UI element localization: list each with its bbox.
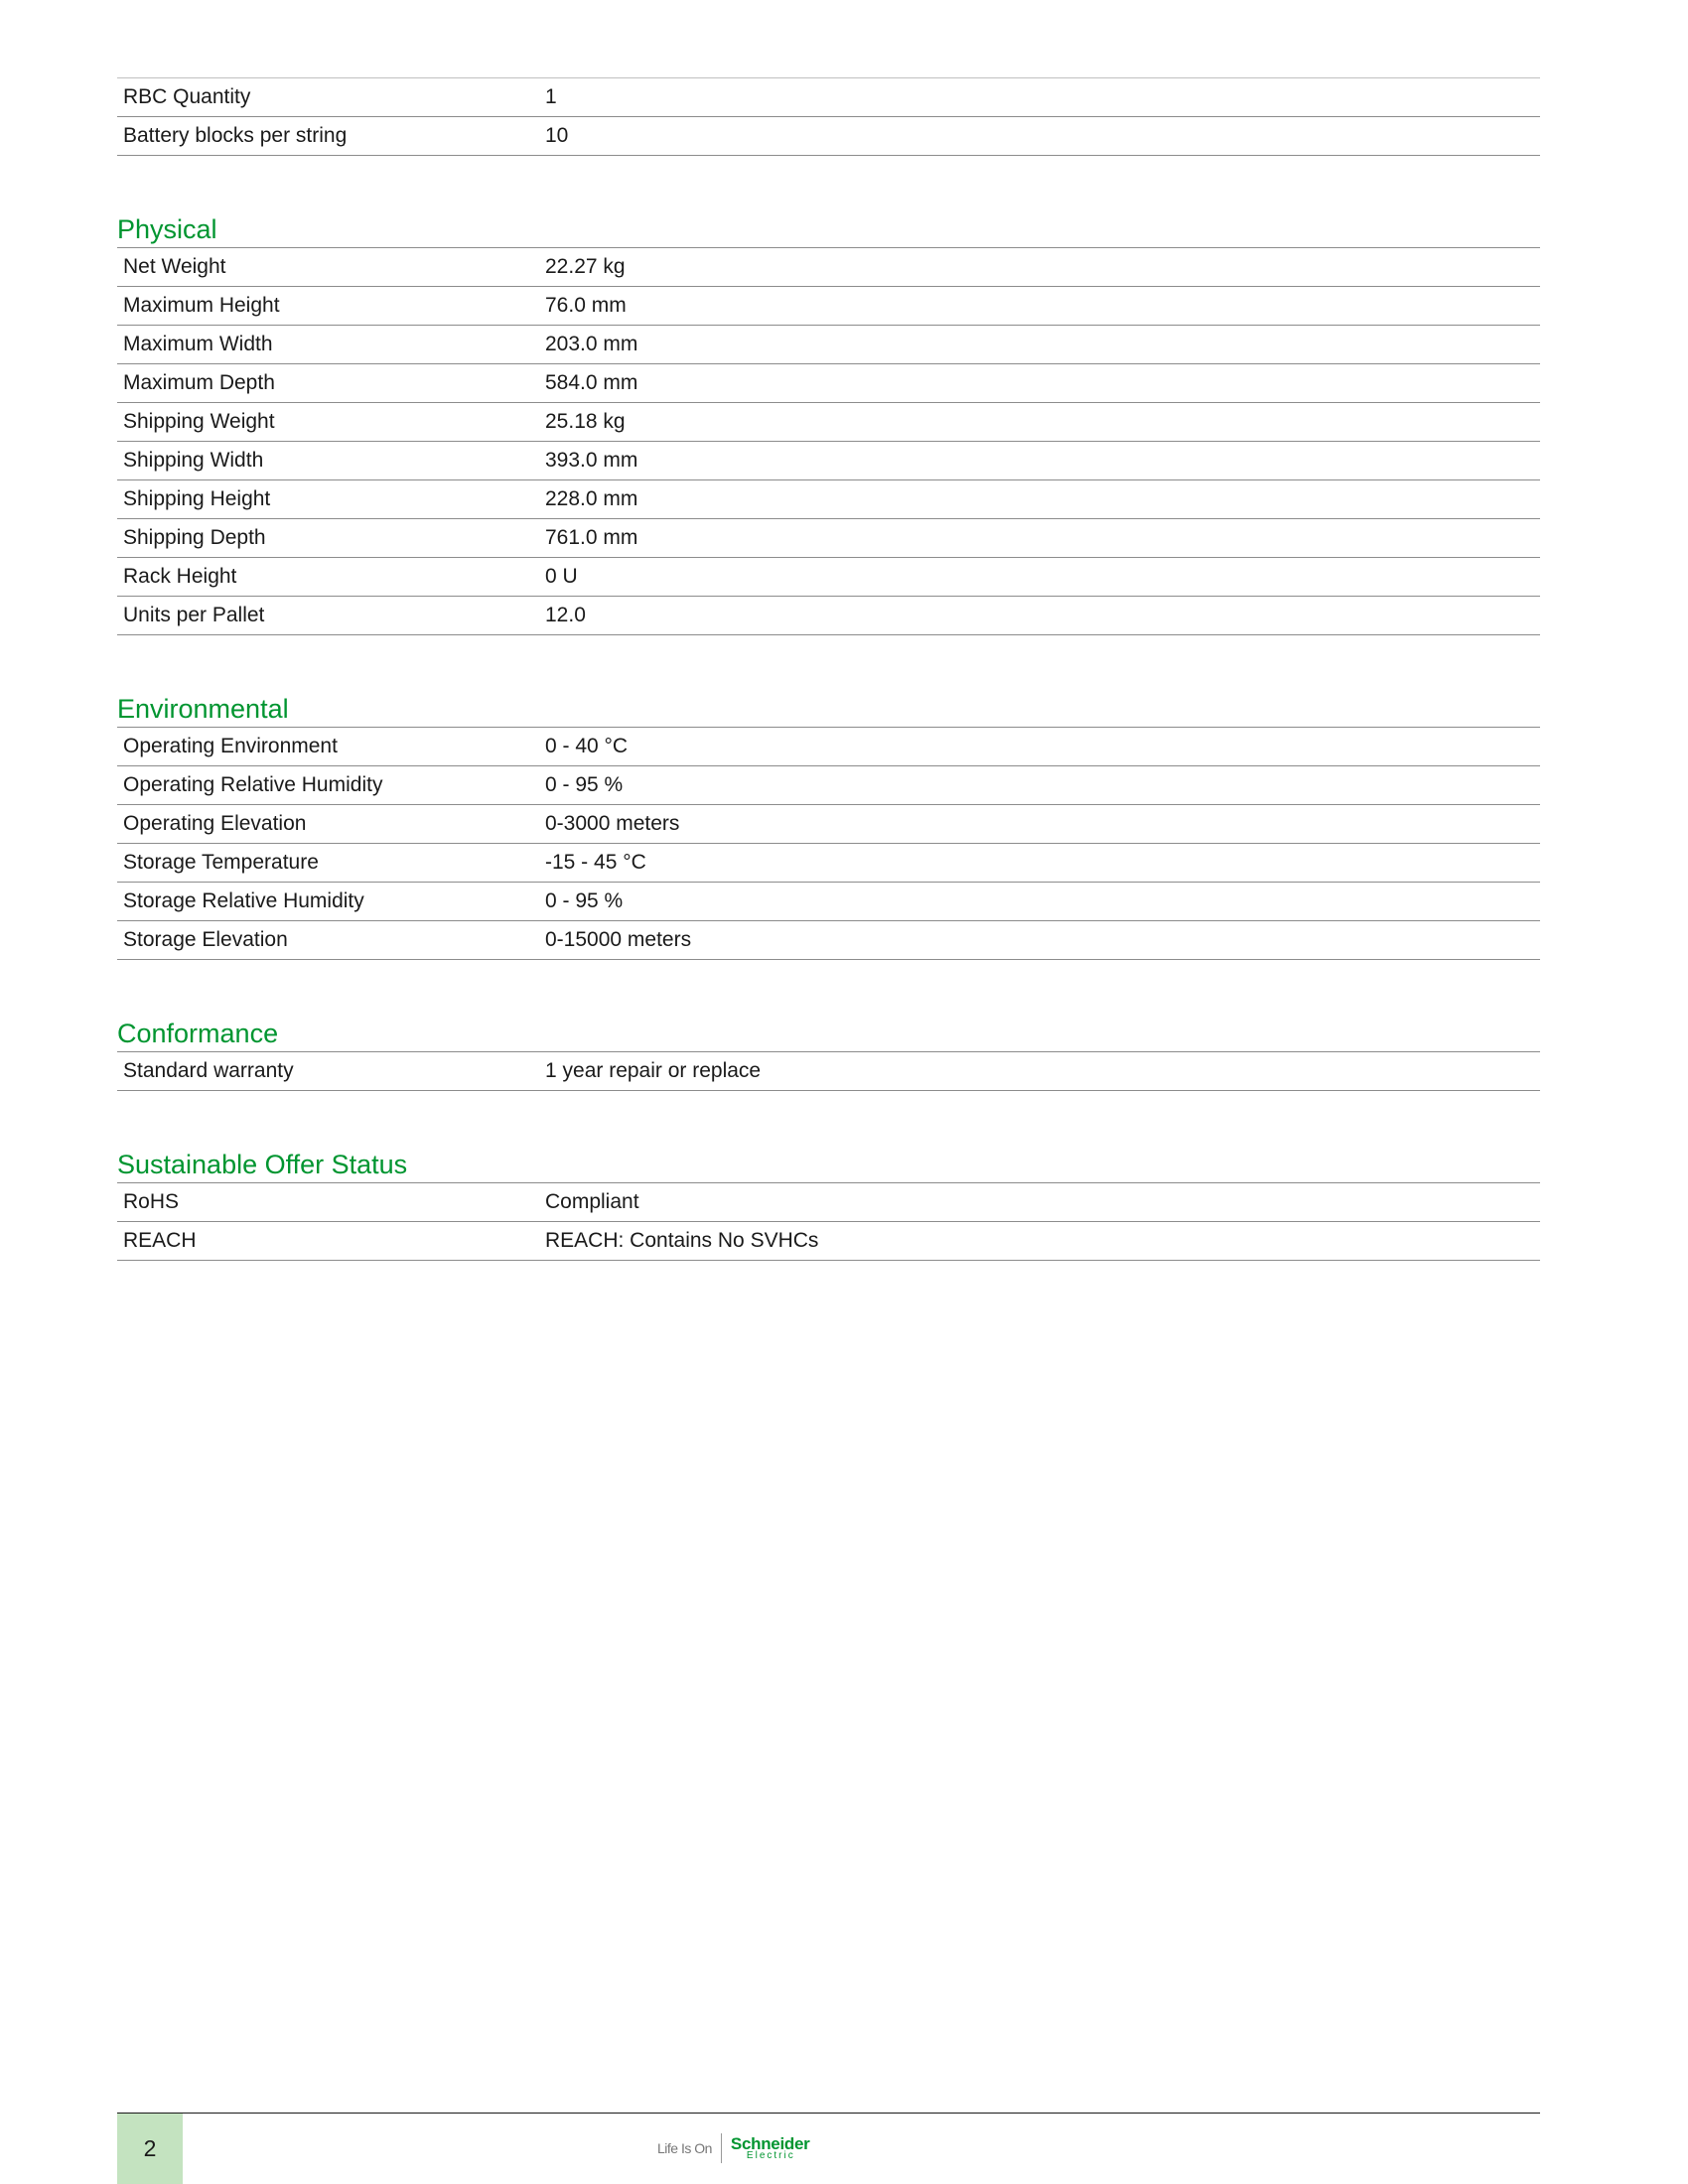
table-row [117,883,1540,921]
brand-sub: Electric [746,2150,795,2161]
spec-label: Shipping Height [123,487,271,510]
spec-value: 0 - 95 % [545,889,624,912]
spec-label: RBC Quantity [123,85,251,108]
table-row [117,78,1540,117]
spec-table-battery [117,77,1540,156]
section-sustainable-offer-status [117,1149,1540,1261]
spec-value: 584.0 mm [545,371,638,394]
spec-sheet-content [117,77,1540,1318]
table-row [117,480,1540,519]
spec-value: 22.27 kg [545,255,626,278]
spec-label: Shipping Width [123,449,264,472]
spec-value: Compliant [545,1190,639,1213]
spec-value: 0-15000 meters [545,928,692,951]
spec-table-environmental [117,727,1540,960]
spec-value: 76.0 mm [545,294,627,317]
spec-value: 761.0 mm [545,526,638,549]
spec-label: Rack Height [123,565,237,588]
spec-value: -15 - 45 °C [545,851,646,874]
spec-value: 0 U [545,565,578,588]
spec-label: REACH [123,1229,197,1252]
spec-label: Net Weight [123,255,226,278]
life-is-on-tagline: Life Is On [657,2140,712,2156]
spec-value: 0 - 40 °C [545,735,629,757]
spec-table-sustainable-offer-status [117,1182,1540,1261]
spec-value: 10 [545,124,569,147]
spec-table-conformance [117,1051,1540,1091]
table-row [117,805,1540,844]
table-row [117,597,1540,635]
spec-label: Storage Temperature [123,851,319,874]
spec-table-physical [117,247,1540,635]
table-row [117,326,1540,364]
spec-label: Units per Pallet [123,604,265,626]
section-physical [117,213,1540,635]
table-row [117,442,1540,480]
spec-value: 12.0 [545,604,586,626]
spec-value: 1 [545,85,557,108]
spec-value: 0 - 95 % [545,773,624,796]
table-row [117,844,1540,883]
table-row [117,1052,1540,1091]
section-environmental [117,693,1540,960]
spec-value: 1 year repair or replace [545,1059,762,1082]
table-row [117,766,1540,805]
table-row [117,921,1540,960]
brand-name: Schneider [730,2134,810,2153]
spec-label: Maximum Width [123,333,273,355]
table-row [117,364,1540,403]
spec-label: Standard warranty [123,1059,294,1082]
spec-label: Shipping Depth [123,526,266,549]
spec-label: Operating Relative Humidity [123,773,383,796]
table-row [117,558,1540,597]
spec-value: 0-3000 meters [545,812,680,835]
logo-divider [721,2133,722,2163]
section-title-physical: Physical [117,214,217,244]
spec-label: Shipping Weight [123,410,275,433]
spec-label: Storage Elevation [123,928,288,951]
page-number: 2 [117,2114,183,2184]
section-battery [117,77,1540,156]
spec-value: 25.18 kg [545,410,626,433]
table-row [117,1222,1540,1261]
spec-label: Maximum Depth [123,371,275,394]
footer-divider [117,2113,1540,2114]
section-title-conformance: Conformance [117,1019,279,1048]
table-row [117,248,1540,287]
section-title-environmental: Environmental [117,694,289,724]
table-row [117,403,1540,442]
table-row [117,287,1540,326]
table-row [117,1183,1540,1222]
section-conformance [117,1018,1540,1091]
spec-label: Battery blocks per string [123,124,348,147]
table-row [117,117,1540,156]
table-row [117,519,1540,558]
spec-label: Operating Environment [123,735,338,757]
section-title-sustainable-offer-status: Sustainable Offer Status [117,1150,408,1179]
brand-wordmark [731,2135,810,2161]
table-row [117,728,1540,766]
spec-label: Maximum Height [123,294,280,317]
spec-value: 228.0 mm [545,487,638,510]
spec-label: Storage Relative Humidity [123,889,364,912]
spec-label: RoHS [123,1190,180,1213]
spec-value: REACH: Contains No SVHCs [545,1229,819,1252]
spec-value: 203.0 mm [545,333,638,355]
spec-label: Operating Elevation [123,812,307,835]
spec-value: 393.0 mm [545,449,638,472]
schneider-electric-logo [657,2130,809,2166]
